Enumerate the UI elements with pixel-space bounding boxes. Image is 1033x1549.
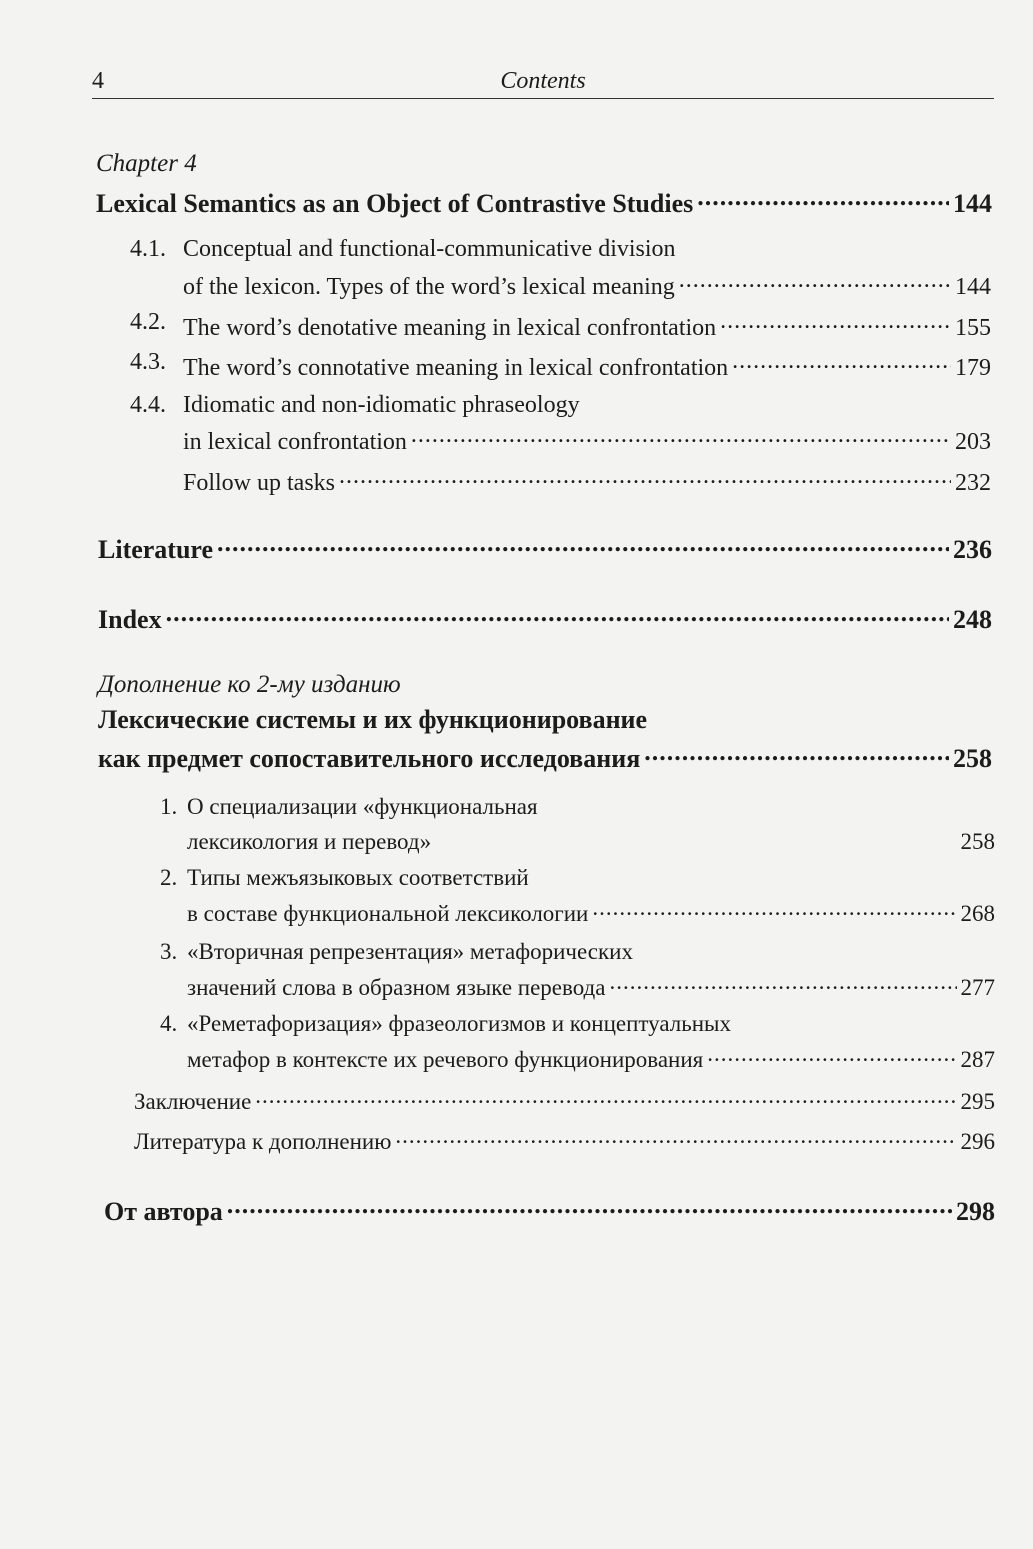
entry-page: 144: [953, 188, 992, 218]
entry-title-line2: of the lexicon. Types of the word’s lexical meaning: [183, 274, 675, 301]
entry-title-line2: in lexical confrontation: [183, 429, 407, 456]
toc-entry-conclusion[interactable]: [134, 1084, 995, 1115]
entry-title-line1: Типы межъязыковых соответствий: [187, 865, 529, 890]
section-number: 4.1.: [130, 236, 166, 262]
toc-entry-4-2[interactable]: [183, 309, 991, 342]
entry-page: 248: [953, 604, 992, 634]
entry-page: 287: [960, 1047, 995, 1073]
entry-page: 144: [955, 274, 991, 301]
entry-title-line1: «Реметафоризация» фразеологизмов и концептуальных: [187, 1011, 731, 1036]
toc-entry-literature[interactable]: [98, 529, 992, 565]
section-number: 4.: [160, 1011, 178, 1036]
leader-dots: [395, 1124, 956, 1149]
leader-dots: [411, 423, 951, 449]
section-number: 2.: [160, 865, 178, 890]
supplement-label: Дополнение ко 2-му изданию: [98, 671, 401, 698]
section-number: 4.2.: [130, 309, 166, 335]
section-number: 3.: [160, 939, 178, 964]
toc-entry-4-3[interactable]: [183, 349, 991, 382]
leader-dots: [227, 1191, 952, 1220]
entry-page: 298: [956, 1196, 995, 1226]
entry-title: Lexical Semantics as an Object of Contrastive Studies: [96, 188, 694, 218]
toc-entry-4-4[interactable]: [183, 423, 991, 456]
entry-title: The word’s connotative meaning in lexical confrontation: [183, 355, 729, 382]
entry-page: 277: [960, 975, 995, 1001]
entry-page: 155: [955, 315, 991, 342]
toc-entry-follow-up[interactable]: [183, 464, 991, 497]
entry-title-line2: метафор в контексте их речевого функционирования: [187, 1047, 704, 1073]
running-header: [92, 64, 994, 99]
leader-dots: [255, 1084, 956, 1109]
supplement-title-line1: Лексические системы и их функционирование: [98, 705, 648, 734]
leader-dots: [166, 599, 949, 628]
leader-dots: [217, 529, 949, 558]
leader-dots: [697, 183, 949, 212]
toc-entry-index[interactable]: [98, 599, 992, 635]
toc-entry-4-1[interactable]: [183, 268, 991, 301]
leader-dots: [732, 349, 951, 375]
entry-title: От автора: [104, 1196, 223, 1226]
toc-entry-author[interactable]: [104, 1191, 995, 1227]
entry-page: 268: [960, 901, 995, 927]
entry-title: Заключение: [134, 1089, 252, 1115]
entry-page: 295: [960, 1089, 995, 1115]
toc-entry-references[interactable]: [134, 1124, 995, 1155]
toc-entry-s4[interactable]: [187, 1042, 995, 1073]
toc-entry-chapter-4[interactable]: [96, 183, 992, 219]
toc-entry-s3[interactable]: [187, 970, 995, 1001]
entry-page: 179: [955, 355, 991, 382]
running-title: Contents: [500, 68, 586, 94]
entry-title: Follow up tasks: [183, 470, 336, 497]
entry-title-line1: «Вторичная репрезентация» метафорических: [187, 939, 633, 964]
section-number: 4.4.: [130, 392, 166, 418]
entry-title-line2: значений слова в образном языке перевода: [187, 975, 606, 1001]
entry-page: 232: [955, 470, 991, 497]
entry-page: 258: [953, 743, 992, 773]
leader-dots: [707, 1042, 956, 1067]
entry-page: 236: [953, 534, 992, 564]
leader-dots: [609, 970, 956, 995]
entry-title-line1: Idiomatic and non-idiomatic phraseology: [183, 392, 580, 418]
leader-dots: [679, 268, 951, 294]
leader-dots: [339, 464, 951, 490]
entry-title-line2: в составе функциональной лексикологии: [187, 901, 589, 927]
supplement-title-line2: как предмет сопоставительного исследования: [98, 743, 641, 773]
leader-dots: [644, 738, 949, 767]
leader-dots: [592, 896, 956, 921]
toc-entry-s2[interactable]: [187, 896, 995, 927]
chapter-label: Chapter 4: [96, 150, 197, 177]
entry-title: Литература к дополнению: [134, 1129, 392, 1155]
section-number: 1.: [160, 794, 178, 819]
entry-title: The word’s denotative meaning in lexical confrontation: [183, 315, 717, 342]
entry-page: 258: [960, 829, 995, 855]
entry-title-line1: Conceptual and functional-communicative division: [183, 236, 676, 262]
toc-entry-s1[interactable]: [187, 824, 995, 855]
toc-entry-supplement[interactable]: [98, 738, 992, 774]
entry-title: Index: [98, 604, 162, 634]
section-number: 4.3.: [130, 349, 166, 375]
entry-title-line2: лексикология и перевод»: [187, 829, 432, 855]
leader-dots: [720, 309, 951, 335]
entry-page: 203: [955, 429, 991, 456]
entry-page: 296: [960, 1129, 995, 1155]
page-number: 4: [92, 68, 104, 94]
entry-title: Literature: [98, 534, 214, 564]
entry-title-line1: О специализации «функциональная: [187, 794, 538, 819]
